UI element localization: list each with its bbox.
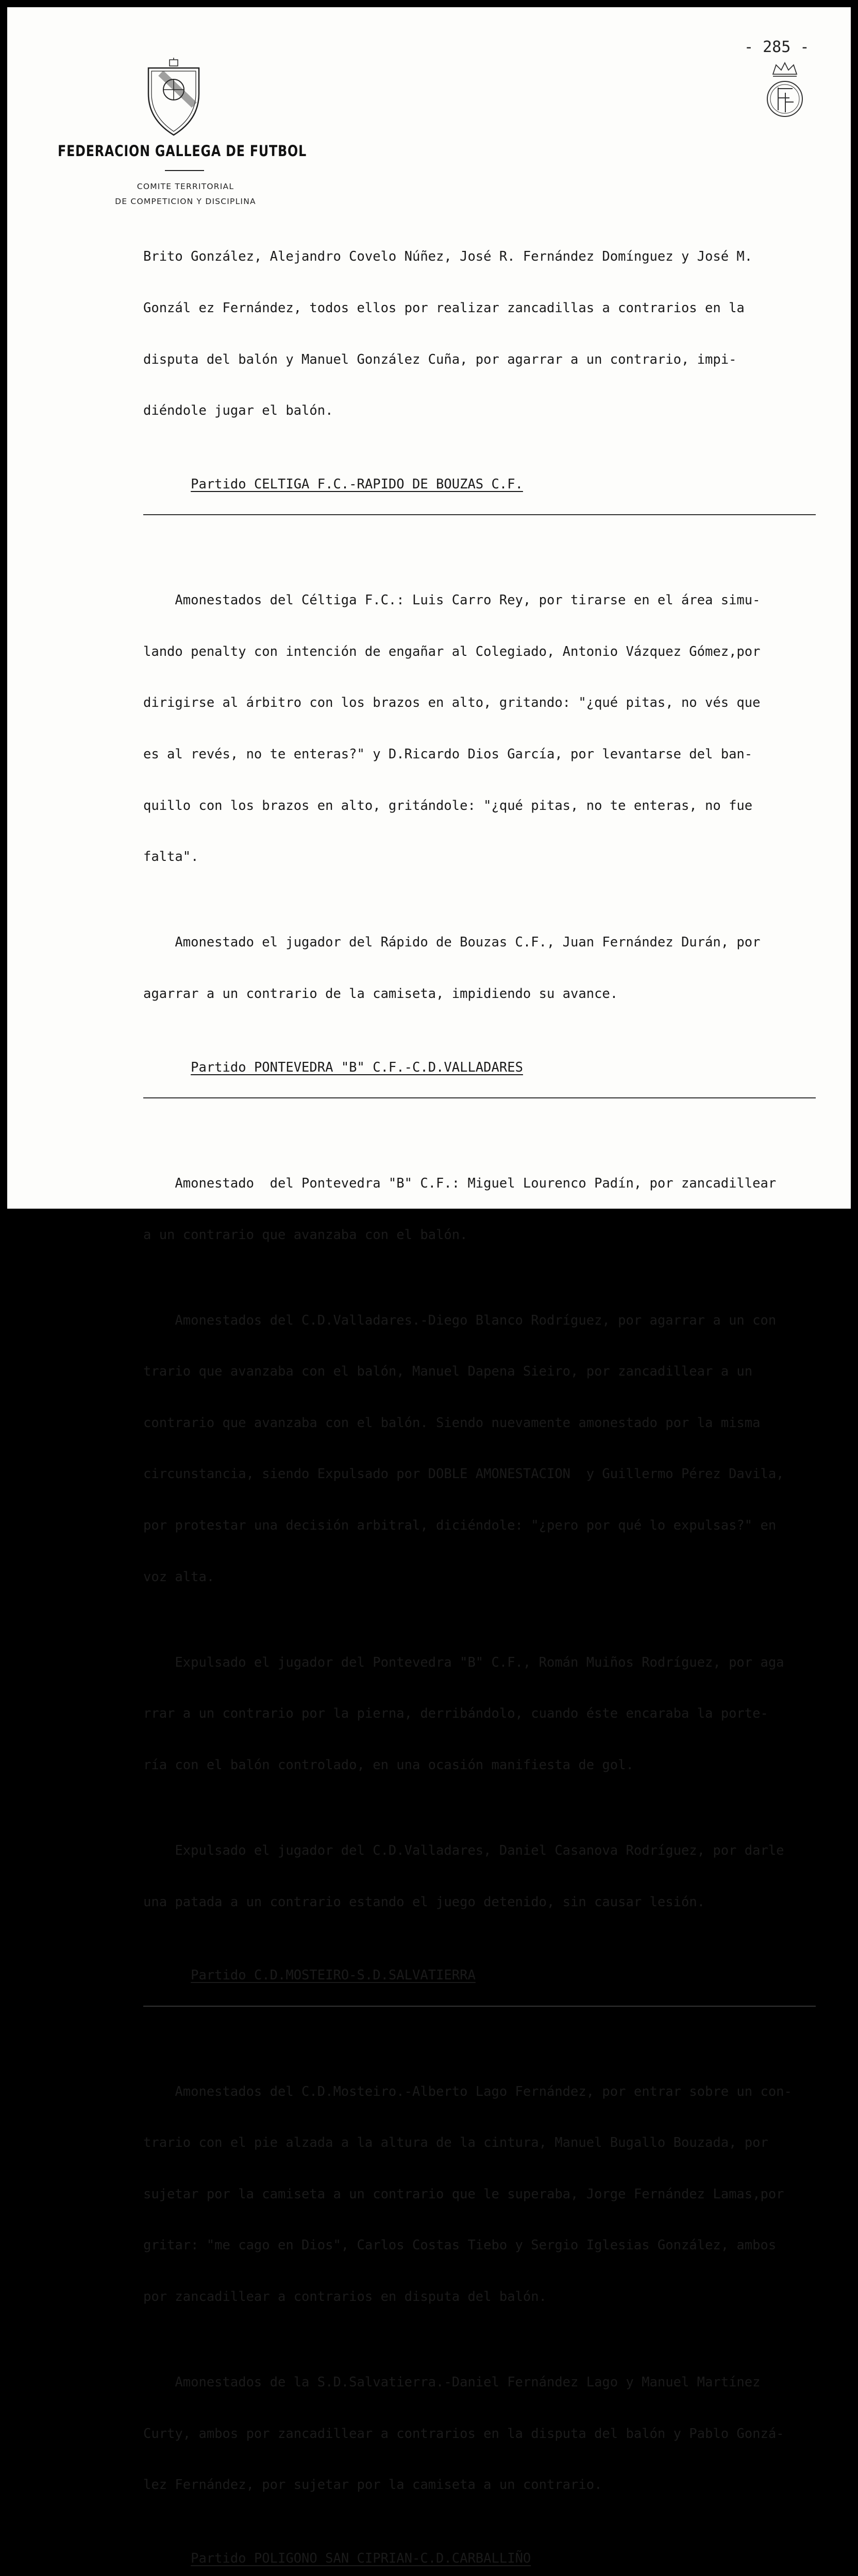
section-heading-poligono [143,2533,823,2576]
section-divider [143,514,816,515]
text-line: Curty, ambos por zancadillear a contrarios en la disputa del balón y Pablo Gonzá- [143,2426,784,2442]
federation-shield-icon [145,58,202,136]
section-title: Partido POLIGONO SAN CIPRIAN-C.D.CARBALLIÑO [191,2551,531,2567]
section-paragraph [143,1808,823,1945]
text-line: Gonzál ez Fernández, todos ellos por realizar zancadillas a contrarios en la [143,300,745,316]
text-line: contrario que avanzaba con el balón. Siendo nuevamente amonestado por la misma [143,1415,761,1431]
title-divider [165,170,204,171]
section-paragraph [143,2049,823,2340]
text-line: es al revés, no te enteras?" y D.Ricardo Dios García, por levantarse del ban- [143,747,753,762]
text-line: disputa del balón y Manuel González Cuña, por agarrar a un contrario, impi- [143,351,737,367]
section-divider [143,1097,816,1098]
text-line: una patada a un contrario estando el juego detenido, sin causar lesión. [143,1894,705,1910]
text-line: Amonestados del C.D.Mosteiro.-Alberto Lago Fernández, por entrar sobre un con- [143,2083,792,2099]
committee-line-2: DE COMPETICION Y DISCIPLINA [115,197,256,206]
section-heading-pontevedra [143,1042,823,1133]
text-line: Amonestados del Céltiga F.C.: Luis Carro Rey, por tirarse en el área simu- [143,592,761,608]
text-line: Amonestados de la S.D.Salvatierra.-Daniel Fernández Lago y Manuel Martínez [143,2374,761,2390]
text-line: por zancadillear a contrarios en disputa del balón. [143,2289,547,2304]
section-paragraph [143,900,823,1037]
section-title: Partido C.D.MOSTEIRO-S.D.SALVATIERRA [191,1968,476,1984]
section-heading-celtiga [143,459,823,550]
text-line: por protestar una decisión arbitral, diciéndole: "¿pero por qué lo expulsas?" en [143,1518,777,1534]
text-line: gritar: "me cago en Dios", Carlos Costas Tiebo y Sergio Iglesias González, ambos [143,2238,777,2253]
text-line: a un contrario que avanzaba con el balón. [143,1227,468,1243]
section-title: Partido CELTIGA F.C.-RAPIDO DE BOUZAS C.F. [191,477,523,493]
text-line: Amonestado del Pontevedra "B" C.F.: Miguel Lourenco Padín, por zancadillear [143,1175,777,1191]
text-line: circunstancia, siendo Expulsado por DOBLE AMONESTACION y Guillermo Pérez Davila, [143,1466,784,1482]
text-line: trario que avanzaba con el balón, Manuel Dapena Sieiro, por zancadillear a un [143,1364,753,1380]
text-line: Amonestado el jugador del Rápido de Bouzas C.F., Juan Fernández Durán, por [143,935,761,951]
text-line: lez Fernández, por sujetar por la camiseta a un contrario. [143,2477,602,2493]
committee-name [72,179,299,209]
text-line: Expulsado el jugador del Pontevedra "B" C.F., Román Muiños Rodríguez, por aga [143,1654,784,1670]
text-line: rrar a un contrario por la pierna, derribándolo, cuando éste encaraba la porte- [143,1706,768,1722]
section-divider [143,2006,816,2007]
text-line: Brito González, Alejandro Covelo Núñez, José R. Fernández Domínguez y José M. [143,249,753,265]
text-line: falta". [143,849,199,865]
document-body [143,214,823,2576]
text-line: agarrar a un contrario de la camiseta, impidiendo su avance. [143,986,618,1002]
text-line: Amonestados del C.D.Valladares.-Diego Blanco Rodríguez, por agarrar a un con [143,1312,777,1328]
text-line: quillo con los brazos en alto, gritándole: "¿qué pitas, no te enteras, no fue [143,798,753,814]
page-number: - 285 - [744,38,810,56]
text-line: ría con el balón controlado, en una ocasión manifiesta de gol. [143,1757,634,1773]
text-line: diéndole jugar el balón. [143,403,333,419]
text-line: dirigirse al árbitro con los brazos en alto, gritando: "¿qué pitas, no vés que [143,695,761,711]
section-paragraph [143,558,823,900]
section-paragraph [143,1278,823,1620]
crowned-emblem-icon [763,59,807,121]
text-line: sujetar por la camiseta a un contrario que le superaba, Jorge Fernández Lamas,por [143,2186,784,2202]
section-heading-mosteiro [143,1950,823,2041]
federation-title: FEDERACION GALLEGA DE FUTBOL [58,142,307,160]
text-line: Expulsado el jugador del C.D.Valladares, Daniel Casanova Rodríguez, por darle [143,1842,784,1858]
section-paragraph [143,1141,823,1278]
text-line: lando penalty con intención de engañar al Colegiado, Antonio Vázquez Gómez,por [143,643,761,659]
intro-paragraph [143,214,823,454]
committee-line-1: COMITE TERRITORIAL [137,182,234,191]
section-title: Partido PONTEVEDRA "B" C.F.-C.D.VALLADARES [191,1059,523,1075]
text-line: voz alta. [143,1569,215,1585]
section-paragraph [143,1620,823,1808]
document-page [7,7,851,2567]
section-paragraph [143,2340,823,2528]
text-line: trario con el pie alzada a la altura de la cintura, Manuel Bugallo Bouzada, por [143,2135,768,2151]
